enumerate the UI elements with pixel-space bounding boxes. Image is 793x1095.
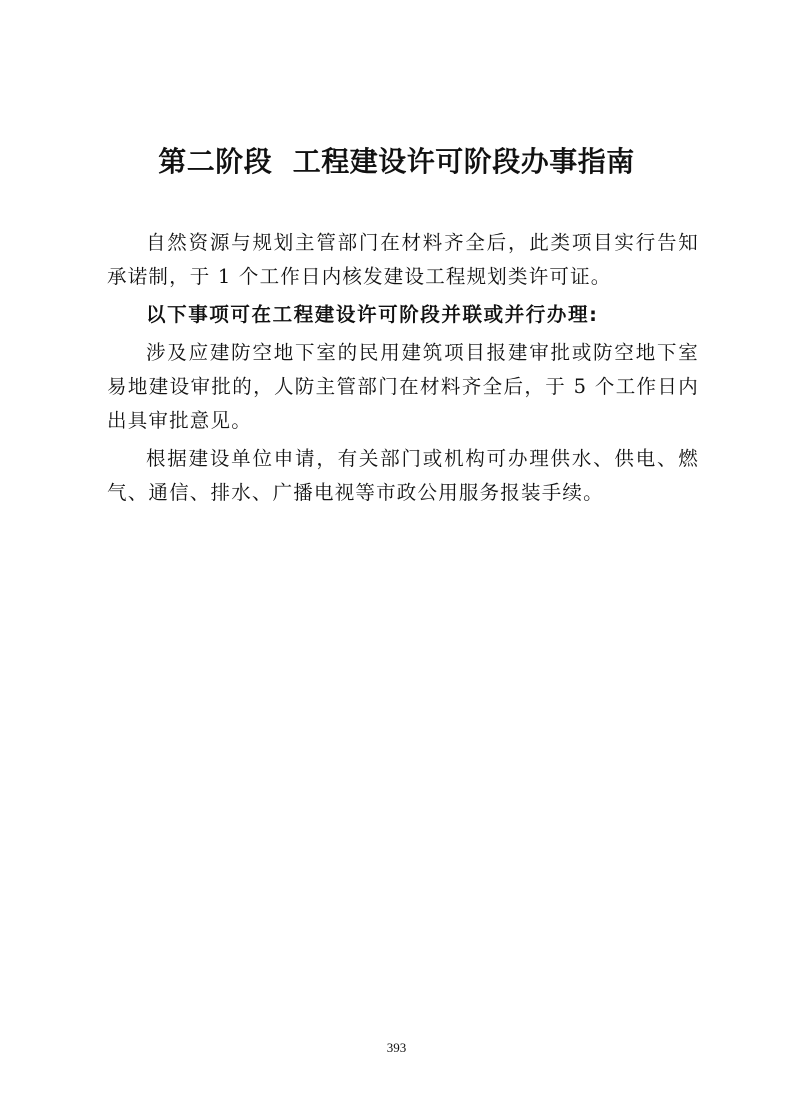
paragraph-municipal-services: 根据建设单位申请，有关部门或机构可办理供水、供电、燃气、通信、排水、广播电视等市政公用服务报装手续。 xyxy=(107,447,699,504)
page-number: 393 xyxy=(386,1040,407,1055)
document-body xyxy=(107,226,699,514)
paragraph-parallel-items-heading: 以下事项可在工程建设许可阶段并联或并行办理: xyxy=(146,303,599,326)
paragraph-approval-commitment: 自然资源与规划主管部门在材料齐全后，此类项目实行告知承诺制，于 1 个工作日内核发建设工程规划类许可证。 xyxy=(107,231,699,288)
paragraph-civil-air-defense: 涉及应建防空地下室的民用建筑项目报建审批或防空地下室易地建设审批的，人防主管部门在材料齐全后，于 5 个工作日内出具审批意见。 xyxy=(107,341,699,432)
document-title: 第二阶段 工程建设许可阶段办事指南 xyxy=(158,145,635,178)
